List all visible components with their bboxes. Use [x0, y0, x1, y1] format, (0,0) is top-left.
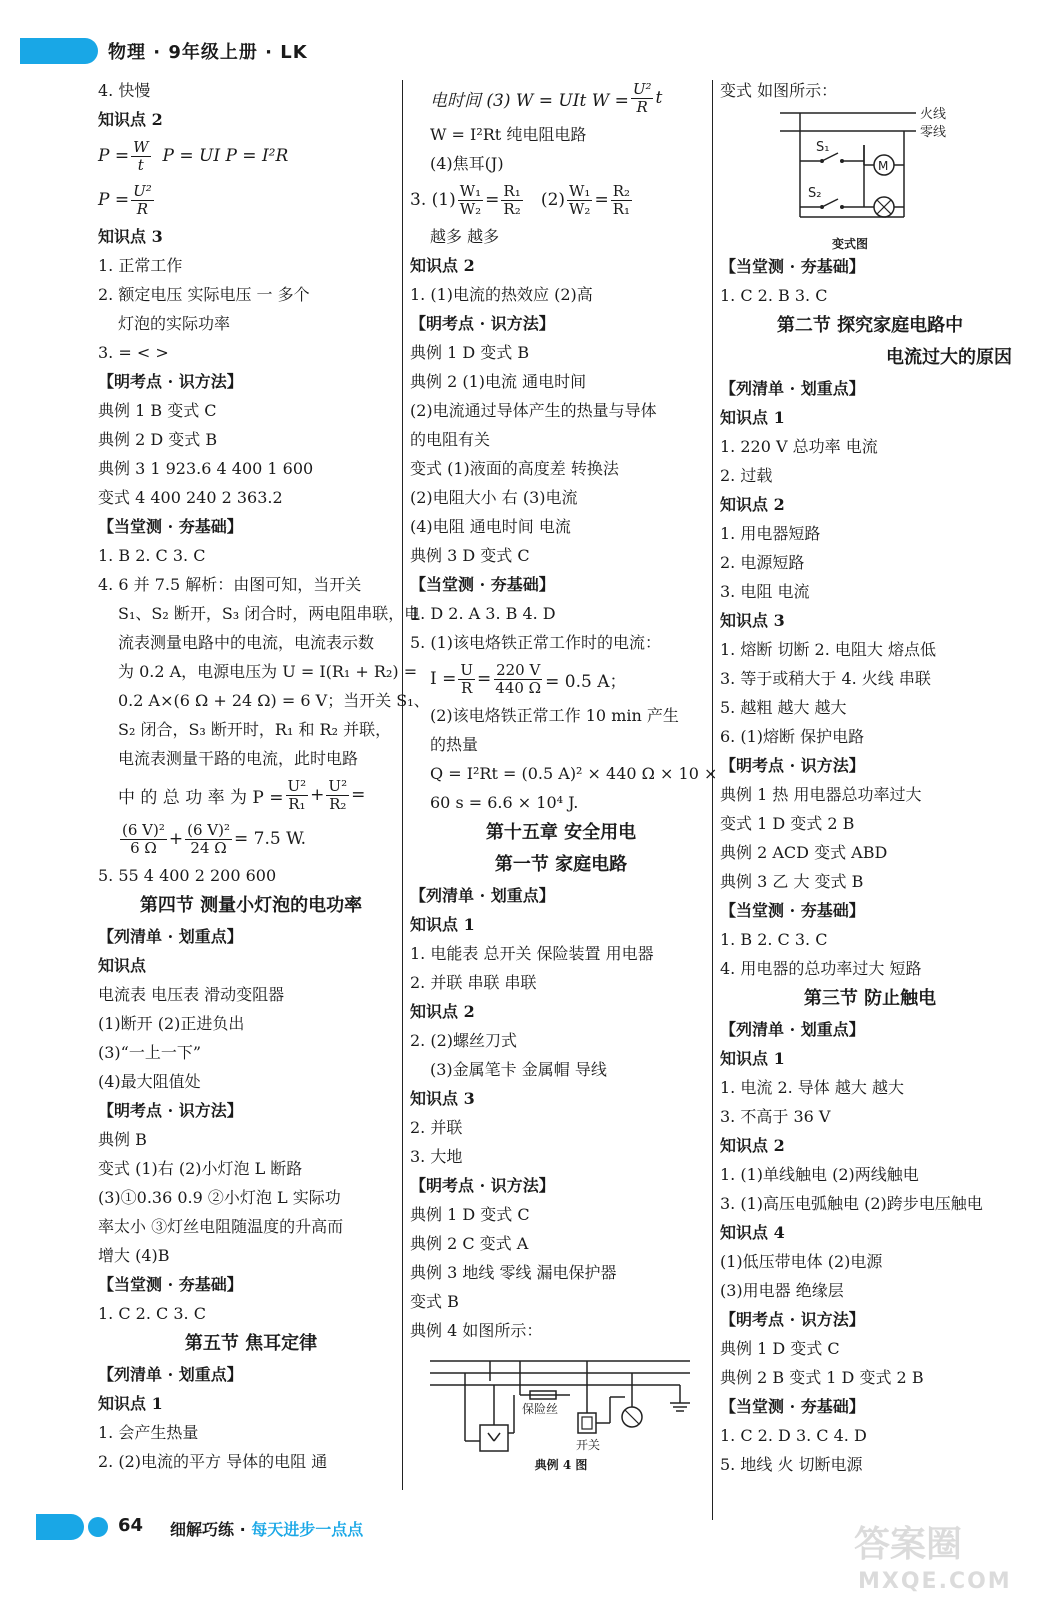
answer-line: 变式 如图所示： [720, 81, 838, 100]
fraction [631, 81, 654, 116]
formula-text: + [168, 829, 184, 849]
fraction [458, 662, 475, 697]
fraction [567, 183, 592, 218]
numerator: 220 V [496, 660, 541, 679]
formula-text: 中 的 总 功 率 为 P = [118, 787, 284, 808]
knowledge-point-label: 知识点 [98, 956, 147, 975]
section-heading: 【列清单 · 划重点】 [410, 886, 555, 905]
column-divider [712, 80, 713, 1520]
answer-line: 2. (2)电流的平方 导体的电阻 通 [98, 1452, 328, 1471]
denominator: R₂ [329, 794, 347, 813]
section-heading: 【当堂测 · 夯基础】 [720, 901, 865, 920]
answer-line: 1. 正常工作 [98, 256, 183, 275]
answer-line: 典例 3 D 变式 C [410, 546, 530, 565]
numerator: U² [632, 79, 652, 98]
answer-line: 典例 2 ACD 变式 ABD [720, 843, 888, 862]
knowledge-point-label: 知识点 1 [720, 1049, 785, 1068]
answer-line: 2. 并联 [410, 1118, 463, 1137]
knowledge-point-label: 知识点 2 [720, 495, 785, 514]
figure-caption: 变式图 [831, 237, 868, 251]
denominator: 440 Ω [495, 678, 542, 697]
answer-line: 3. 大地 [410, 1147, 463, 1166]
answer-line: 1. C 2. D 3. C 4. D [720, 1426, 867, 1445]
answer-line: 1. 熔断 切断 2. 电阻大 熔点低 [720, 640, 936, 659]
chapter-title: 第十五章 安全用电 [485, 822, 637, 843]
answer-line: (2)电阻大小 右 (3)电流 [410, 488, 578, 507]
answer-line: 2. 并联 串联 串联 [410, 973, 537, 992]
answer-line: 3. = < > [98, 343, 169, 362]
section-heading: 【当堂测 · 夯基础】 [98, 517, 243, 536]
denominator: R [461, 678, 473, 697]
formula-text: = [477, 669, 492, 689]
denominator: t [137, 155, 144, 174]
fraction [120, 822, 167, 857]
numerator: U² [287, 776, 307, 795]
page-number: 64 [118, 1515, 144, 1536]
formula-text: = [594, 190, 609, 210]
answer-line: 3. (1)高压电弧触电 (2)跨步电压触电 [720, 1194, 983, 1213]
answer-line: 1. (1)单线触电 (2)两线触电 [720, 1165, 919, 1184]
fraction [501, 183, 522, 218]
knowledge-point-label: 知识点 1 [410, 915, 475, 934]
answer-line: 1. B 2. C 3. C [720, 930, 828, 949]
knowledge-point-label: 知识点 2 [98, 110, 163, 129]
answer-line: 变式 1 D 变式 2 B [720, 814, 855, 833]
answer-line: 变式 B [410, 1292, 459, 1311]
footer-dot [88, 1517, 108, 1537]
column-1 [98, 76, 430, 1476]
section-heading: 【列清单 · 划重点】 [98, 1365, 243, 1384]
fraction [131, 139, 150, 174]
answer-line: 1. C 2. C 3. C [98, 1304, 206, 1323]
section-heading: 【当堂测 · 夯基础】 [98, 1275, 243, 1294]
section-title: 第三节 防止触电 [803, 988, 937, 1009]
formula-text: P = UI P = I²R [162, 146, 289, 166]
switch-icon [582, 1417, 592, 1429]
footer-bar [36, 1514, 84, 1540]
answer-line: 1. 220 V 总功率 电流 [720, 437, 878, 456]
section-heading: 【明考点 · 识方法】 [98, 1101, 243, 1120]
answer-line: 典例 B [98, 1130, 147, 1149]
answer-line: S₂ 闭合，S₃ 断开时，R₁ 和 R₂ 并联， [118, 720, 392, 739]
formula-text: I = [430, 669, 457, 689]
live-wire-label: 火线 [920, 107, 947, 122]
motor-label: M [878, 159, 889, 173]
answer-line: 3. 等于或稍大于 4. 火线 串联 [720, 669, 931, 688]
section-title: 第五节 焦耳定律 [184, 1333, 318, 1354]
answer-line: Q = I²Rt = (0.5 A)² × 440 Ω × 10 × [430, 764, 718, 783]
answer-line: 典例 1 D 变式 B [410, 343, 530, 362]
answer-line: 2. 电源短路 [720, 553, 805, 572]
answer-line: 典例 2 D 变式 B [98, 430, 218, 449]
answer-line: 60 s = 6.6 × 10⁴ J. [430, 793, 579, 812]
section-heading: 【明考点 · 识方法】 [98, 372, 243, 391]
answer-line: 流表测量电路中的电流，电流表示数 [118, 633, 375, 652]
answer-line: 2. 额定电压 实际电压 一 多个 [98, 285, 310, 304]
formula-text: = 7.5 W. [234, 829, 306, 849]
answer-line: 典例 1 D 变式 C [720, 1339, 840, 1358]
formula-text: 电时间 (3) W = UIt W = [430, 90, 629, 111]
household-circuit-diagram [410, 1351, 700, 1456]
denominator: R [136, 199, 149, 218]
answer-line: 5. 55 4 400 2 200 600 [98, 866, 277, 885]
knowledge-point-label: 知识点 2 [720, 1136, 785, 1155]
denominator: R₁ [288, 794, 306, 813]
numerator: U² [328, 776, 348, 795]
answer-line: 1. 会产生热量 [98, 1423, 199, 1442]
denominator: R₁ [612, 199, 631, 218]
formula [410, 76, 712, 120]
footer-brand-name: 细解巧练 · [170, 1520, 252, 1539]
answer-line: 6. (1)熔断 保护电路 [720, 727, 865, 746]
answer-line: W = I²Rt 纯电阻电路 [430, 125, 587, 144]
header-title: 物理 · 9年级上册 · LK [108, 42, 308, 63]
answer-line: 1. B 2. C 3. C [98, 546, 206, 565]
answer-line: 典例 2 (1)电流 通电时间 [410, 372, 587, 391]
formula-text: 3. (1) [410, 190, 456, 210]
answer-line: 的电阻有关 [410, 430, 491, 449]
watermark-logo [848, 1516, 1044, 1594]
formula [98, 134, 404, 178]
answer-line: (3)“一上一下” [98, 1043, 202, 1062]
answer-line: (2)该电烙铁正常工作 10 min 产生 [430, 706, 679, 725]
fraction [611, 183, 632, 218]
header-bar [20, 38, 98, 64]
answer-line: 3. 电阻 电流 [720, 582, 810, 601]
formula-text: + [310, 785, 325, 805]
socket-icon [480, 1425, 508, 1451]
answer-line: (2)电流通过导体产生的热量与导体 [410, 401, 657, 420]
section-heading: 【当堂测 · 夯基础】 [410, 575, 555, 594]
answer-line: 典例 2 C 变式 A [410, 1234, 529, 1253]
answer-line: 电流表测量干路的电流，此时电路 [118, 749, 359, 768]
answer-line: 5. 地线 火 切断电源 [720, 1455, 863, 1474]
answer-line: 4. 6 并 7.5 解析：由图可知，当开关 [98, 575, 362, 594]
formula-text: (2) [524, 190, 566, 210]
answer-line: 变式 (1)液面的高度差 转换法 [410, 459, 619, 478]
answer-line: 增大 (4)B [98, 1246, 170, 1265]
column-2 [410, 76, 718, 1473]
footer-slogan: 每天进步一点点 [251, 1520, 364, 1539]
answer-line: 越多 越多 [430, 227, 500, 246]
answer-line: 变式 (1)右 (2)小灯泡 L 断路 [98, 1159, 303, 1178]
answer-line: 1. D 2. A 3. B 4. D [410, 604, 556, 623]
denominator: 6 Ω [130, 838, 157, 857]
section-title: 电流过大的原因 [886, 347, 1012, 368]
answer-line: 1. 电流 2. 导体 越大 越大 [720, 1078, 904, 1097]
section-heading: 【明考点 · 识方法】 [410, 314, 555, 333]
fraction [458, 183, 483, 218]
answer-line: 的热量 [430, 735, 479, 754]
section-heading: 【列清单 · 划重点】 [720, 1020, 865, 1039]
section-heading: 【列清单 · 划重点】 [720, 379, 865, 398]
fraction [326, 778, 349, 813]
numerator: W [133, 137, 149, 156]
answer-line: 典例 2 B 变式 1 D 变式 2 B [720, 1368, 924, 1387]
numerator: R₂ [612, 181, 631, 200]
answer-line: (3)金属笔卡 金属帽 导线 [430, 1060, 607, 1079]
answer-line: (3)①0.36 0.9 ②小灯泡 L 实际功 [98, 1188, 341, 1207]
formula [98, 773, 404, 817]
answer-line: 3. 不高于 36 V [720, 1107, 831, 1126]
formula [98, 817, 404, 861]
answer-line: 典例 1 B 变式 C [98, 401, 217, 420]
fuse-label: 保险丝 [522, 1402, 559, 1416]
answer-line: 1. (1)电流的热效应 (2)高 [410, 285, 593, 304]
fraction [493, 662, 543, 697]
denominator: 24 Ω [190, 838, 227, 857]
numerator: W₁ [569, 181, 591, 200]
section-title: 第二节 探究家庭电路中 [776, 315, 964, 336]
figure-caption: 典例 4 图 [534, 1458, 588, 1472]
answer-line: (1)低压带电体 (2)电源 [720, 1252, 883, 1271]
fraction [131, 183, 154, 218]
formula [410, 178, 712, 222]
switch-s2-label: S₂ [808, 186, 822, 201]
denominator: R₂ [503, 199, 521, 218]
answer-line: 为 0.2 A，电源电压为 U = I(R₁ + R₂) = [118, 662, 418, 681]
answer-line: 率太小 ③灯丝电阻随温度的升高而 [98, 1217, 344, 1236]
formula-text: t [655, 88, 663, 108]
answer-line: (1)断开 (2)正进负出 [98, 1014, 245, 1033]
formula [98, 178, 404, 222]
watermark-url: MXQE.COM [858, 1569, 1012, 1594]
knowledge-point-label: 知识点 2 [410, 1002, 475, 1021]
formula-text: P = [98, 146, 130, 166]
answer-line: 5. (1)该电烙铁正常工作时的电流： [410, 633, 662, 652]
answer-line: 1. 用电器短路 [720, 524, 821, 543]
numerator: W₁ [459, 181, 482, 200]
answer-line: 1. C 2. B 3. C [720, 286, 828, 305]
section-heading: 【当堂测 · 夯基础】 [720, 257, 865, 276]
answer-line: 4. 快慢 [98, 81, 151, 100]
formula-text: = [351, 785, 366, 805]
answer-line: 2. (2)螺丝刀式 [410, 1031, 518, 1050]
answer-line: 典例 3 地线 零线 漏电保护器 [410, 1263, 617, 1282]
section-heading: 【明考点 · 识方法】 [410, 1176, 555, 1195]
answer-line: 典例 3 乙 大 变式 B [720, 872, 864, 891]
numerator: U² [133, 181, 152, 200]
column-3 [720, 76, 1020, 1479]
section-heading: 【明考点 · 识方法】 [720, 756, 865, 775]
fraction [286, 778, 309, 813]
knowledge-point-label: 知识点 3 [410, 1089, 475, 1108]
answer-line: 变式 4 400 240 2 363.2 [98, 488, 283, 507]
numerator: U [460, 660, 474, 679]
section-heading: 【当堂测 · 夯基础】 [720, 1397, 865, 1416]
answer-line: 4. 用电器的总功率过大 短路 [720, 959, 922, 978]
answer-line: 典例 1 D 变式 C [410, 1205, 530, 1224]
numerator: R₁ [503, 181, 521, 200]
section-heading: 【明考点 · 识方法】 [720, 1310, 865, 1329]
formula-text: = [485, 190, 500, 210]
knowledge-point-label: 知识点 3 [720, 611, 785, 630]
answer-line: (3)用电器 绝缘层 [720, 1281, 844, 1300]
answer-line: 1. 电能表 总开关 保险装置 用电器 [410, 944, 654, 963]
fraction [185, 822, 232, 857]
answer-line: 典例 4 如图所示： [410, 1321, 543, 1340]
knowledge-point-label: 知识点 1 [720, 408, 785, 427]
switch-s1-label: S₁ [816, 140, 830, 155]
formula [410, 657, 712, 701]
variant-circuit-diagram [776, 105, 976, 235]
denominator: W₂ [459, 199, 482, 218]
answer-line: S₁、S₂ 断开，S₃ 闭合时，两电阻串联，电 [118, 604, 421, 623]
section-heading: 【列清单 · 划重点】 [98, 927, 243, 946]
knowledge-point-label: 知识点 3 [98, 227, 163, 246]
footer-brand [170, 1517, 363, 1540]
answer-line: 电流表 电压表 滑动变阻器 [98, 985, 285, 1004]
numerator: (6 V)² [122, 820, 165, 839]
watermark-text: 答案圈 [854, 1524, 963, 1565]
answer-line: (4)最大阻值处 [98, 1072, 201, 1091]
knowledge-point-label: 知识点 2 [410, 256, 475, 275]
answer-line: 典例 1 热 用电器总功率过大 [720, 785, 922, 804]
formula-text: = 0.5 A； [545, 671, 627, 692]
numerator: (6 V)² [187, 820, 230, 839]
answer-line: 0.2 A×(6 Ω + 24 Ω) = 6 V；当开关 S₁、 [118, 691, 430, 710]
answer-line: (4)电阻 通电时间 电流 [410, 517, 571, 536]
switch-s2-icon [822, 199, 838, 207]
denominator: W₂ [569, 199, 591, 218]
section-title: 第四节 测量小灯泡的电功率 [139, 895, 363, 916]
formula-text: P = [98, 190, 130, 210]
answer-line: (4)焦耳(J) [430, 154, 504, 173]
answer-line: 典例 3 1 923.6 4 400 1 600 [98, 459, 314, 478]
switch-label: 开关 [576, 1438, 601, 1452]
answer-line: 5. 越粗 越大 越大 [720, 698, 847, 717]
knowledge-point-label: 知识点 1 [98, 1394, 163, 1413]
neutral-wire-label: 零线 [920, 125, 947, 140]
answer-line: 灯泡的实际功率 [118, 314, 231, 333]
answer-line: 2. 过载 [720, 466, 773, 485]
denominator: R [636, 97, 648, 116]
section-title: 第一节 家庭电路 [494, 854, 628, 875]
knowledge-point-label: 知识点 4 [720, 1223, 785, 1242]
